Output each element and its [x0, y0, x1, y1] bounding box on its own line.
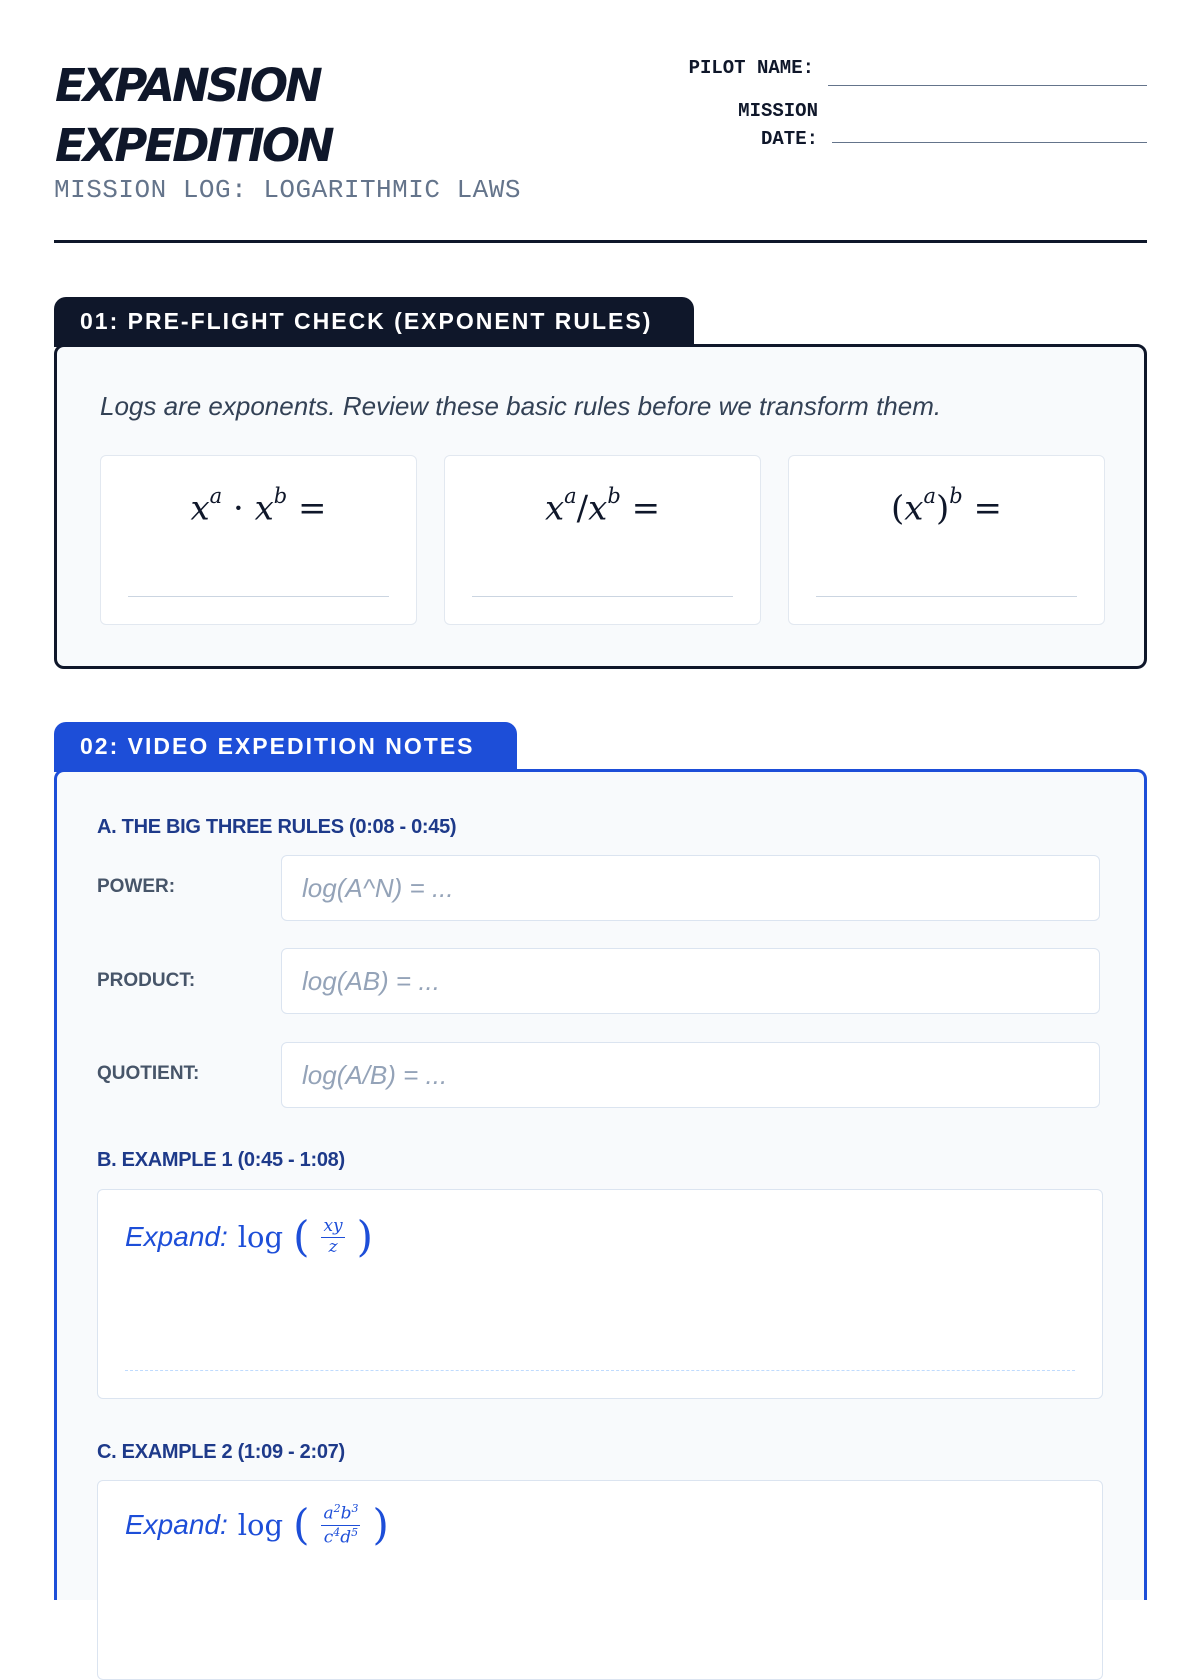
section2-tab: 02: VIDEO EXPEDITION NOTES [54, 722, 517, 772]
mission-date-line[interactable] [832, 142, 1147, 143]
part-b-heading: B. EXAMPLE 1 (0:45 - 1:08) [97, 1149, 345, 1171]
exponent-rule-power: $(x^a)^b$ = [891, 484, 1002, 529]
part-c-heading: C. EXAMPLE 2 (1:09 - 2:07) [97, 1441, 345, 1463]
worksheet-title [55, 56, 332, 176]
exponent-rule-product: $x^a \cdot x^b$ = [190, 484, 327, 529]
pilot-name-line[interactable] [828, 85, 1147, 86]
exponent-rule-card-power [788, 455, 1105, 625]
example1-answer-line[interactable] [125, 1370, 1075, 1371]
power-rule-label: POWER: [97, 876, 176, 897]
title-line-2: EXPEDITION [55, 119, 332, 172]
section1-intro: Logs are exponents. Review these basic rules before we transform them. [100, 391, 942, 421]
quotient-rule-label: QUOTIENT: [97, 1063, 200, 1084]
section2-panel [54, 769, 1147, 1600]
title-line-1: EXPANSION [55, 59, 320, 112]
example2-work-area[interactable] [97, 1480, 1103, 1680]
exponent-rule-quotient: $x^a/x^b$ = [544, 484, 661, 529]
example2-expression: Expand: log ( $\frac{a^2b^3}{c^4d^5}$ ) [125, 1500, 389, 1549]
exponent-rule-card-product [100, 455, 417, 625]
example1-work-area[interactable] [97, 1189, 1103, 1399]
pilot-name-label: PILOT NAME: [688, 57, 814, 79]
mission-date-label [640, 97, 818, 153]
section1-panel [54, 344, 1147, 669]
quotient-rule-input[interactable] [281, 1042, 1100, 1108]
example1-expression: Expand: log ( $\frac{xy}{z}$ ) [125, 1212, 374, 1261]
worksheet-subtitle: MISSION LOG: LOGARITHMIC LAWS [54, 175, 521, 205]
product-rule-input[interactable] [281, 948, 1100, 1014]
answer-line[interactable] [128, 596, 389, 597]
answer-line[interactable] [816, 596, 1077, 597]
header-divider [54, 240, 1147, 243]
power-rule-input[interactable] [281, 855, 1100, 921]
product-rule-label: PRODUCT: [97, 970, 196, 991]
exponent-rule-card-quotient [444, 455, 761, 625]
part-a-heading: A. THE BIG THREE RULES (0:08 - 0:45) [97, 816, 457, 838]
mission-date-label-line2: DATE: [760, 128, 818, 150]
section1-tab: 01: PRE-FLIGHT CHECK (EXPONENT RULES) [54, 297, 694, 347]
mission-date-label-line1: MISSION [738, 100, 818, 122]
answer-line[interactable] [472, 596, 733, 597]
